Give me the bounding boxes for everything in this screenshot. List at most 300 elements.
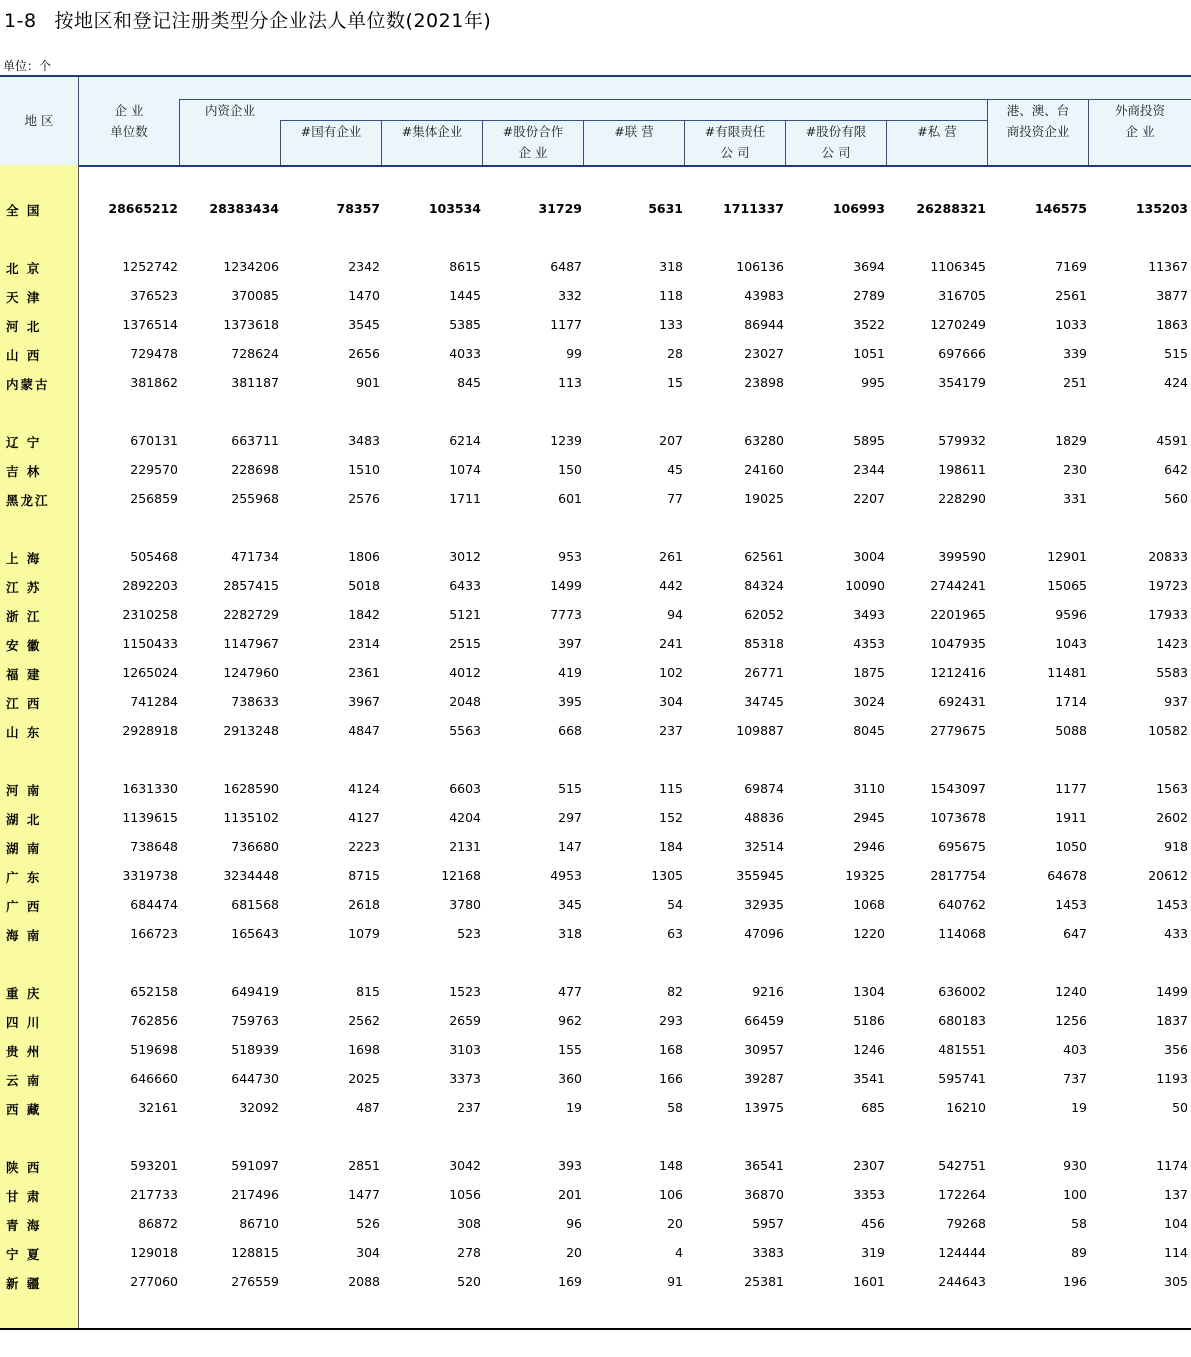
table-cell: 2744241 <box>930 578 986 593</box>
region-name: 河 南 <box>6 783 42 798</box>
table-cell: 1714 <box>1055 694 1087 709</box>
table-cell: 79268 <box>946 1216 986 1231</box>
table-cell: 5563 <box>449 723 481 738</box>
table-cell: 2789 <box>853 288 885 303</box>
table-cell: 4124 <box>348 781 380 796</box>
table-cell: 2779675 <box>930 723 986 738</box>
table-cell: 16210 <box>946 1100 986 1115</box>
table-cell: 2659 <box>449 1013 481 1028</box>
table-cell: 19 <box>566 1100 582 1115</box>
table-cell: 684474 <box>130 897 178 912</box>
table-header <box>0 77 1191 167</box>
region-name: 全 国 <box>6 203 42 218</box>
table-cell: 1477 <box>348 1187 380 1202</box>
table-cell: 26288321 <box>916 201 986 216</box>
table-cell: 113 <box>558 375 582 390</box>
table-cell: 276559 <box>231 1274 279 1289</box>
region-name: 西 藏 <box>6 1102 42 1117</box>
table-cell: 28665212 <box>108 201 178 216</box>
table-cell: 2892203 <box>122 578 178 593</box>
table-cell: 104 <box>1164 1216 1188 1231</box>
table-cell: 147 <box>558 839 582 854</box>
table-cell: 2344 <box>853 462 885 477</box>
table-cell: 6603 <box>449 781 481 796</box>
table-cell: 19 <box>1071 1100 1087 1115</box>
table-cell: 487 <box>356 1100 380 1115</box>
table-cell: 63280 <box>744 433 784 448</box>
table-cell: 198611 <box>938 462 986 477</box>
unit-label: 单位：个 <box>3 59 52 73</box>
table-cell: 4127 <box>348 810 380 825</box>
table-cell: 82 <box>667 984 683 999</box>
table-cell: 2207 <box>853 491 885 506</box>
table-cell: 64678 <box>1047 868 1087 883</box>
table-cell: 2310258 <box>122 607 178 622</box>
table-cell: 196 <box>1063 1274 1087 1289</box>
table-cell: 2928918 <box>122 723 178 738</box>
table-cell: 2602 <box>1156 810 1188 825</box>
table-cell: 9596 <box>1055 607 1087 622</box>
table-cell: 106136 <box>736 259 784 274</box>
table-cell: 518939 <box>231 1042 279 1057</box>
table-cell: 738648 <box>130 839 178 854</box>
table-cell: 2515 <box>449 636 481 651</box>
region-name: 内蒙古 <box>6 377 50 392</box>
table-cell: 697666 <box>938 346 986 361</box>
table-cell: 4953 <box>550 868 582 883</box>
table-cell: 6487 <box>550 259 582 274</box>
table-cell: 66459 <box>744 1013 784 1028</box>
table-cell: 399590 <box>938 549 986 564</box>
table-cell: 146575 <box>1034 201 1087 216</box>
table-cell: 3541 <box>853 1071 885 1086</box>
table-cell: 1711337 <box>723 201 784 216</box>
table-cell: 11481 <box>1047 665 1087 680</box>
table-cell: 1068 <box>853 897 885 912</box>
table-number: 1-8 <box>4 10 37 32</box>
table-cell: 2048 <box>449 694 481 709</box>
table-cell: 6433 <box>449 578 481 593</box>
table-cell: 2088 <box>348 1274 380 1289</box>
table-cell: 4 <box>675 1245 683 1260</box>
table-cell: 3353 <box>853 1187 885 1202</box>
table-cell: 2025 <box>348 1071 380 1086</box>
header-state-owned: #国有企业 <box>300 124 362 139</box>
table-cell: 241 <box>659 636 683 651</box>
table-cell: 1212416 <box>930 665 986 680</box>
table-cell: 2851 <box>348 1158 380 1173</box>
table-cell: 54 <box>667 897 683 912</box>
region-column-background <box>0 165 79 1328</box>
table-cell: 4591 <box>1156 433 1188 448</box>
table-cell: 1193 <box>1156 1071 1188 1086</box>
table-cell: 5088 <box>1055 723 1087 738</box>
table-cell: 1074 <box>449 462 481 477</box>
table-cell: 32514 <box>744 839 784 854</box>
table-cell: 5631 <box>648 201 683 216</box>
table-cell: 1453 <box>1156 897 1188 912</box>
table-cell: 26771 <box>744 665 784 680</box>
table-cell: 395 <box>558 694 582 709</box>
table-cell: 3004 <box>853 549 885 564</box>
header-foreign-line1: 外商投资 <box>1114 103 1165 118</box>
table-cell: 8615 <box>449 259 481 274</box>
region-name: 浙 江 <box>6 609 42 624</box>
table-cell: 729478 <box>130 346 178 361</box>
table-cell: 1220 <box>853 926 885 941</box>
table-cell: 10090 <box>845 578 885 593</box>
table-cell: 230 <box>1063 462 1087 477</box>
table-cell: 69874 <box>744 781 784 796</box>
table-cell: 244643 <box>938 1274 986 1289</box>
region-name: 陕 西 <box>6 1160 42 1175</box>
table-cell: 2946 <box>853 839 885 854</box>
table-cell: 1453 <box>1055 897 1087 912</box>
region-name: 重 庆 <box>6 986 42 1001</box>
table-cell: 4847 <box>348 723 380 738</box>
table-cell: 1256 <box>1055 1013 1087 1028</box>
region-name: 天 津 <box>6 290 42 305</box>
table-cell: 1234206 <box>223 259 279 274</box>
table-cell: 471734 <box>231 549 279 564</box>
table-cell: 34745 <box>744 694 784 709</box>
table-cell: 901 <box>356 375 380 390</box>
header-coop-line2: 企 业 <box>518 145 548 160</box>
table-cell: 4033 <box>449 346 481 361</box>
region-name: 山 西 <box>6 348 42 363</box>
table-cell: 595741 <box>938 1071 986 1086</box>
table-cell: 695675 <box>938 839 986 854</box>
table-cell: 20 <box>667 1216 683 1231</box>
table-cell: 1247960 <box>223 665 279 680</box>
table-cell: 3110 <box>853 781 885 796</box>
table-cell: 3319738 <box>122 868 178 883</box>
table-cell: 106993 <box>832 201 885 216</box>
header-region: 地 区 <box>24 113 54 128</box>
table-cell: 953 <box>558 549 582 564</box>
table-cell: 2656 <box>348 346 380 361</box>
table-cell: 1139615 <box>122 810 178 825</box>
table-cell: 45 <box>667 462 683 477</box>
table-cell: 560 <box>1164 491 1188 506</box>
table-cell: 23027 <box>744 346 784 361</box>
table-cell: 207 <box>659 433 683 448</box>
table-cell: 381187 <box>231 375 279 390</box>
table-cell: 1033 <box>1055 317 1087 332</box>
table-cell: 736680 <box>231 839 279 854</box>
table-cell: 1373618 <box>223 317 279 332</box>
table-cell: 526 <box>356 1216 380 1231</box>
table-cell: 11367 <box>1148 259 1188 274</box>
table-cell: 135203 <box>1135 201 1188 216</box>
table-cell: 5895 <box>853 433 885 448</box>
table-cell: 118 <box>659 288 683 303</box>
table-cell: 523 <box>457 926 481 941</box>
table-cell: 1445 <box>449 288 481 303</box>
table-cell: 370085 <box>231 288 279 303</box>
table-cell: 381862 <box>130 375 178 390</box>
table-cell: 128815 <box>231 1245 279 1260</box>
region-name: 北 京 <box>6 261 42 276</box>
table-cell: 2618 <box>348 897 380 912</box>
table-cell: 646660 <box>130 1071 178 1086</box>
header-ltd-line1: #有限责任 <box>704 124 766 139</box>
table-cell: 728624 <box>231 346 279 361</box>
table-cell: 918 <box>1164 839 1188 854</box>
table-cell: 505468 <box>130 549 178 564</box>
table-cell: 649419 <box>231 984 279 999</box>
table-cell: 103534 <box>428 201 481 216</box>
table-cell: 2282729 <box>223 607 279 622</box>
table-cell: 96 <box>566 1216 582 1231</box>
table-cell: 1470 <box>348 288 380 303</box>
table-cell: 1305 <box>651 868 683 883</box>
region-name: 贵 州 <box>6 1044 42 1059</box>
table-cell: 36870 <box>744 1187 784 1202</box>
region-name: 湖 北 <box>6 812 42 827</box>
table-cell: 685 <box>861 1100 885 1115</box>
region-name: 广 东 <box>6 870 42 885</box>
table-cell: 251 <box>1063 375 1087 390</box>
table-cell: 3694 <box>853 259 885 274</box>
table-cell: 403 <box>1063 1042 1087 1057</box>
table-cell: 1842 <box>348 607 380 622</box>
table-cell: 58 <box>1071 1216 1087 1231</box>
region-name: 福 建 <box>6 667 42 682</box>
table-cell: 3493 <box>853 607 885 622</box>
table-cell: 515 <box>1164 346 1188 361</box>
table-cell: 3042 <box>449 1158 481 1173</box>
table-cell: 519698 <box>130 1042 178 1057</box>
table-cell: 32935 <box>744 897 784 912</box>
table-cell: 106 <box>659 1187 683 1202</box>
table-cell: 1711 <box>449 491 481 506</box>
table-cell: 1239 <box>550 433 582 448</box>
table-cell: 12901 <box>1047 549 1087 564</box>
table-title: 按地区和登记注册类型分企业法人单位数(2021年) <box>54 10 492 32</box>
region-name: 山 东 <box>6 725 42 740</box>
table-cell: 109887 <box>736 723 784 738</box>
table-cell: 1043 <box>1055 636 1087 651</box>
table-cell: 737 <box>1063 1071 1087 1086</box>
table-cell: 1829 <box>1055 433 1087 448</box>
table-cell: 433 <box>1164 926 1188 941</box>
table-cell: 308 <box>457 1216 481 1231</box>
table-cell: 339 <box>1063 346 1087 361</box>
table-cell: 376523 <box>130 288 178 303</box>
table-cell: 1240 <box>1055 984 1087 999</box>
table-cell: 62561 <box>744 549 784 564</box>
table-cell: 32161 <box>138 1100 178 1115</box>
table-cell: 7169 <box>1055 259 1087 274</box>
table-cell: 5583 <box>1156 665 1188 680</box>
table-cell: 237 <box>659 723 683 738</box>
table-cell: 217733 <box>130 1187 178 1202</box>
table-cell: 663711 <box>231 433 279 448</box>
table-cell: 3483 <box>348 433 380 448</box>
table-cell: 2857415 <box>223 578 279 593</box>
table-cell: 19325 <box>845 868 885 883</box>
table-cell: 845 <box>457 375 481 390</box>
region-name: 上 海 <box>6 551 42 566</box>
table-cell: 2945 <box>853 810 885 825</box>
table-cell: 680183 <box>938 1013 986 1028</box>
table-cell: 316705 <box>938 288 986 303</box>
header-coop-line1: #股份合作 <box>502 124 564 139</box>
table-cell: 2342 <box>348 259 380 274</box>
table-cell: 3877 <box>1156 288 1188 303</box>
region-name: 辽 宁 <box>6 435 42 450</box>
table-cell: 304 <box>659 694 683 709</box>
table-cell: 78357 <box>336 201 380 216</box>
table-cell: 48836 <box>744 810 784 825</box>
table-cell: 593201 <box>130 1158 178 1173</box>
table-cell: 278 <box>457 1245 481 1260</box>
table-cell: 4204 <box>449 810 481 825</box>
table-cell: 1150433 <box>122 636 178 651</box>
table-cell: 84324 <box>744 578 784 593</box>
table-cell: 20612 <box>1148 868 1188 883</box>
table-cell: 930 <box>1063 1158 1087 1173</box>
region-name: 江 苏 <box>6 580 42 595</box>
table-cell: 9216 <box>752 984 784 999</box>
header-hmt-line1: 港、澳、台 <box>1006 103 1070 118</box>
table-cell: 1252742 <box>122 259 178 274</box>
table-cell: 28383434 <box>209 201 279 216</box>
header-domestic: 内资企业 <box>204 103 255 118</box>
table-cell: 166 <box>659 1071 683 1086</box>
table-cell: 1806 <box>348 549 380 564</box>
table-cell: 741284 <box>130 694 178 709</box>
table-cell: 515 <box>558 781 582 796</box>
table-cell: 256859 <box>130 491 178 506</box>
header-share-line1: #股份有限 <box>805 124 867 139</box>
table-cell: 3545 <box>348 317 380 332</box>
table-cell: 86944 <box>744 317 784 332</box>
table-cell: 3967 <box>348 694 380 709</box>
table-cell: 58 <box>667 1100 683 1115</box>
table-cell: 1265024 <box>122 665 178 680</box>
table-cell: 354179 <box>938 375 986 390</box>
table-cell: 393 <box>558 1158 582 1173</box>
table-cell: 152 <box>659 810 683 825</box>
table-cell: 43983 <box>744 288 784 303</box>
table-cell: 3234448 <box>223 868 279 883</box>
table-cell: 962 <box>558 1013 582 1028</box>
region-name: 广 西 <box>6 899 42 914</box>
table-cell: 63 <box>667 926 683 941</box>
region-name: 青 海 <box>6 1218 42 1233</box>
table-cell: 668 <box>558 723 582 738</box>
table-cell: 3780 <box>449 897 481 912</box>
table-cell: 3373 <box>449 1071 481 1086</box>
table-cell: 13975 <box>744 1100 784 1115</box>
table-cell: 8715 <box>348 868 380 883</box>
table-cell: 2361 <box>348 665 380 680</box>
table-cell: 2223 <box>348 839 380 854</box>
table-cell: 28 <box>667 346 683 361</box>
region-name: 甘 肃 <box>6 1189 42 1204</box>
table-cell: 937 <box>1164 694 1188 709</box>
table-cell: 124444 <box>938 1245 986 1260</box>
table-cell: 1073678 <box>930 810 986 825</box>
table-cell: 19723 <box>1148 578 1188 593</box>
table-cell: 1050 <box>1055 839 1087 854</box>
table-cell: 2562 <box>348 1013 380 1028</box>
table-cell: 397 <box>558 636 582 651</box>
table-cell: 5121 <box>449 607 481 622</box>
table-cell: 319 <box>861 1245 885 1260</box>
table-cell: 228698 <box>231 462 279 477</box>
table-cell: 36541 <box>744 1158 784 1173</box>
table-cell: 670131 <box>130 433 178 448</box>
header-joint: #联 营 <box>614 124 654 139</box>
table-cell: 759763 <box>231 1013 279 1028</box>
table-cell: 20 <box>566 1245 582 1260</box>
table-cell: 94 <box>667 607 683 622</box>
table-cell: 1106345 <box>930 259 986 274</box>
table-cell: 692431 <box>938 694 986 709</box>
header-private: #私 营 <box>917 124 957 139</box>
table-cell: 1177 <box>1055 781 1087 796</box>
table-cell: 1837 <box>1156 1013 1188 1028</box>
table-cell: 647 <box>1063 926 1087 941</box>
table-cell: 738633 <box>231 694 279 709</box>
table-cell: 5385 <box>449 317 481 332</box>
table-cell: 520 <box>457 1274 481 1289</box>
table-cell: 7773 <box>550 607 582 622</box>
table-cell: 1079 <box>348 926 380 941</box>
table-cell: 1270249 <box>930 317 986 332</box>
table-cell: 85318 <box>744 636 784 651</box>
table-cell: 25381 <box>744 1274 784 1289</box>
table-cell: 995 <box>861 375 885 390</box>
table-cell: 19025 <box>744 491 784 506</box>
table-cell: 1523 <box>449 984 481 999</box>
table-cell: 5957 <box>752 1216 784 1231</box>
table-cell: 345 <box>558 897 582 912</box>
table-cell: 652158 <box>130 984 178 999</box>
table-cell: 114 <box>1164 1245 1188 1260</box>
table-cell: 91 <box>667 1274 683 1289</box>
table-cell: 89 <box>1071 1245 1087 1260</box>
table-cell: 2561 <box>1055 288 1087 303</box>
header-share-line2: 公 司 <box>821 145 851 160</box>
header-foreign-line2: 企 业 <box>1125 124 1155 139</box>
table-cell: 20833 <box>1148 549 1188 564</box>
table-cell: 50 <box>1172 1100 1188 1115</box>
table-cell: 1246 <box>853 1042 885 1057</box>
table-cell: 237 <box>457 1100 481 1115</box>
table-cell: 305 <box>1164 1274 1188 1289</box>
table-cell: 155 <box>558 1042 582 1057</box>
table-cell: 601 <box>558 491 582 506</box>
table-cell: 99 <box>566 346 582 361</box>
table-cell: 277060 <box>130 1274 178 1289</box>
table-cell: 636002 <box>938 984 986 999</box>
table-cell: 100 <box>1063 1187 1087 1202</box>
table-cell: 356 <box>1164 1042 1188 1057</box>
table-cell: 1047935 <box>930 636 986 651</box>
table-cell: 62052 <box>744 607 784 622</box>
table-cell: 5018 <box>348 578 380 593</box>
table-cell: 1601 <box>853 1274 885 1289</box>
table-cell: 2314 <box>348 636 380 651</box>
table-cell: 304 <box>356 1245 380 1260</box>
table-cell: 114068 <box>938 926 986 941</box>
table-cell: 4353 <box>853 636 885 651</box>
region-name: 吉 林 <box>6 464 42 479</box>
